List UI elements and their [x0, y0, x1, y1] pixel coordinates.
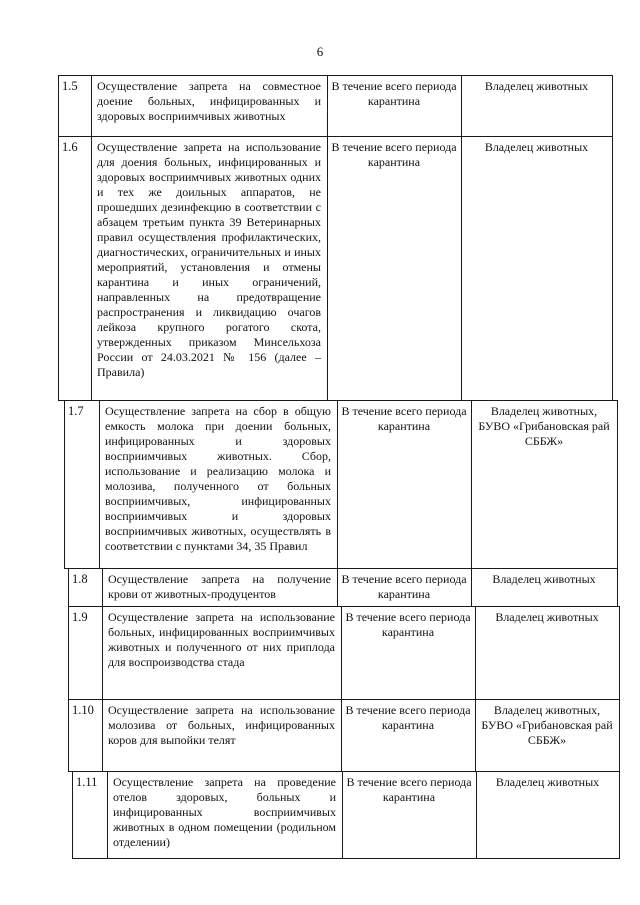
- table-border-horizontal: [68, 606, 620, 607]
- row-period: В течение всего периода карантина: [346, 775, 472, 804]
- row-description: Осуществление запрета на использование больных, инфицированных восприимчивых животных и полученного от них приплода для воспроизводства стада: [108, 610, 335, 669]
- table-border-vertical: [461, 136, 462, 401]
- table-border-vertical: [612, 75, 613, 137]
- row-owner: Владелец животных: [492, 572, 596, 586]
- table-border-vertical: [102, 568, 103, 607]
- table-border-vertical: [337, 568, 338, 607]
- row-owner: Владелец животных, БУВО «Грибановская рай СББЖ»: [481, 703, 613, 747]
- table-border-horizontal: [64, 400, 618, 401]
- row-description: Осуществление запрета на использование для доения больных, инфицированных и здоровых восприимчивых животных одних и тех же доильных аппаратов, не прошедших дезинфекцию в соответствии с абзацем третьим пункта 39 Ветеринарных правил осуществления профилактических, диагностических, ограничительных и иных мероприятий, установления и отмены карантина и иных ограничений, направленных на предотвращение распространения и ликвидацию очагов лейкоза крупного рогатого скота, утвержденных приказом Минсельхоза России от 24.03.2021 № 156 (далее – Правила): [97, 140, 321, 379]
- row-number: 1.7: [68, 404, 84, 418]
- table-border-vertical: [619, 771, 620, 859]
- row-description: Осуществление запрета на сбор в общую емкость молока при доении больных, инфицированных и здоровых восприимчивых животных. Сбор, использование и реализацию молока и молозива, полученного от больных восприимчивых, инфицированных восприимчивых и здоровых восприимчивых животных, осуществлять в соответствии с пунктами 34, 35 Правил: [105, 404, 331, 553]
- row-description: Осуществление запрета на использование молозива от больных, инфицированных коров для выпойки телят: [108, 703, 335, 747]
- table-border-vertical: [471, 568, 472, 607]
- table-border-vertical: [475, 699, 476, 772]
- row-period: В течение всего периода карантина: [341, 404, 467, 433]
- row-period: В течение всего периода карантина: [331, 140, 457, 169]
- table-border-vertical: [102, 606, 103, 700]
- table-border-vertical: [58, 136, 59, 401]
- table-border-vertical: [617, 400, 618, 569]
- row-period: В течение всего периода карантина: [345, 610, 471, 639]
- table-border-horizontal: [68, 699, 620, 700]
- row-number: 1.8: [72, 572, 88, 586]
- table-border-vertical: [475, 606, 476, 700]
- table-border-vertical: [612, 136, 613, 401]
- table-border-vertical: [337, 400, 338, 569]
- row-owner: Владелец животных: [495, 610, 599, 624]
- row-owner: Владелец животных: [484, 140, 589, 154]
- table-border-vertical: [68, 606, 69, 700]
- table-border-horizontal: [72, 858, 620, 859]
- table-border-horizontal: [68, 568, 618, 569]
- row-period: В течение всего периода карантина: [341, 572, 467, 601]
- row-period: В течение всего периода карантина: [345, 703, 471, 732]
- row-description: Осуществление запрета на проведение отелов здоровых, больных и инфицированных восприимчивых животных в одном помещении (родильном отделении): [113, 775, 336, 849]
- table-border-vertical: [68, 699, 69, 772]
- row-number: 1.11: [76, 775, 98, 789]
- table-border-vertical: [68, 568, 69, 607]
- table-border-vertical: [327, 136, 328, 401]
- row-owner: Владелец животных, БУВО «Грибановская рай СББЖ»: [478, 404, 610, 448]
- table-border-vertical: [461, 75, 462, 137]
- table-border-vertical: [91, 75, 92, 137]
- table-border-horizontal: [72, 771, 620, 772]
- table-border-vertical: [99, 400, 100, 569]
- row-number: 1.9: [72, 610, 88, 624]
- row-number: 1.5: [62, 79, 78, 93]
- table-border-vertical: [471, 400, 472, 569]
- table-border-vertical: [58, 75, 59, 137]
- row-description: Осуществление запрета на совместное доение больных, инфицированных и здоровых восприимчивых животных: [97, 79, 321, 123]
- table-border-horizontal: [58, 75, 613, 76]
- table-border-vertical: [91, 136, 92, 401]
- table-border-vertical: [107, 771, 108, 859]
- table-border-vertical: [64, 400, 65, 569]
- page-number: 6: [316, 44, 324, 59]
- table-border-vertical: [342, 771, 343, 859]
- table-border-vertical: [617, 568, 618, 607]
- row-description: Осуществление запрета на получение крови от животных-продуцентов: [108, 572, 331, 601]
- row-number: 1.6: [62, 140, 78, 154]
- table-border-horizontal: [58, 136, 613, 137]
- table-border-vertical: [619, 606, 620, 700]
- row-owner: Владелец животных: [484, 79, 589, 93]
- table-border-vertical: [341, 699, 342, 772]
- row-owner: Владелец животных: [495, 775, 600, 789]
- row-period: В течение всего периода карантина: [331, 79, 457, 108]
- table-border-vertical: [476, 771, 477, 859]
- table-border-vertical: [619, 699, 620, 772]
- table-border-vertical: [341, 606, 342, 700]
- table-border-vertical: [327, 75, 328, 137]
- table-border-vertical: [72, 771, 73, 859]
- table-border-vertical: [102, 699, 103, 772]
- row-number: 1.10: [72, 703, 94, 717]
